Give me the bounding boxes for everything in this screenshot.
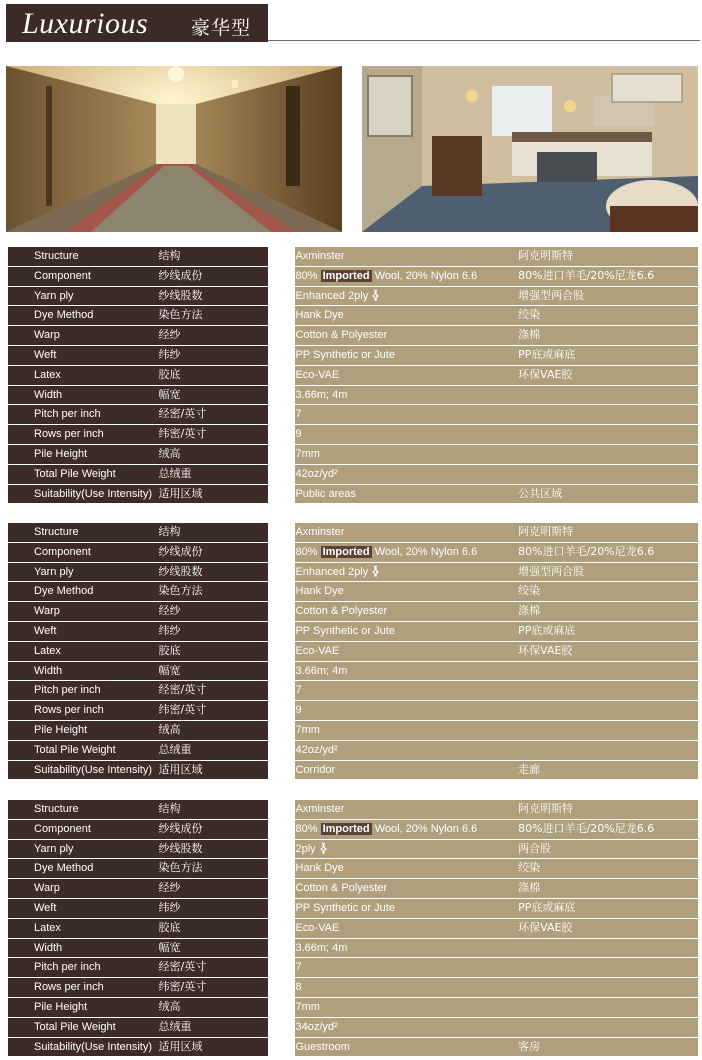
spec-value <box>295 523 518 542</box>
spec-value-chinese <box>518 1017 698 1037</box>
spec-value-chinese: 环保VAE胶 <box>518 918 698 938</box>
spec-value-text: 42oz/yd² <box>295 467 338 480</box>
column-gap <box>268 523 295 542</box>
spec-row <box>8 641 698 661</box>
spec-label: Pitch per inch <box>8 405 159 425</box>
spec-value-chinese <box>518 997 698 1017</box>
column-gap <box>268 562 295 582</box>
column-gap <box>268 859 295 879</box>
spec-label: Rows per inch <box>8 978 159 998</box>
spec-label: Total Pile Weight <box>8 464 159 484</box>
imported-highlight: Imported <box>322 269 370 282</box>
spec-label: Total Pile Weight <box>8 740 159 760</box>
spec-value-chinese <box>518 720 698 740</box>
spec-value-chinese: PP底或麻底 <box>518 345 698 365</box>
spec-value-chinese: 客房 <box>518 1037 698 1057</box>
spec-value-text: Hank Dye <box>295 309 344 322</box>
spec-label: Weft <box>8 898 159 918</box>
spec-label-chinese: 幅宽 <box>159 385 269 405</box>
spec-row <box>8 918 698 938</box>
column-gap <box>268 266 295 286</box>
spec-value-text: Corridor <box>295 763 336 776</box>
spec-row <box>8 1017 698 1037</box>
column-gap <box>268 839 295 859</box>
spec-row <box>8 978 698 998</box>
spec-label: Structure <box>8 523 159 542</box>
column-gap <box>268 641 295 661</box>
spec-label-chinese: 经纱 <box>159 602 269 622</box>
column-gap <box>268 345 295 365</box>
spec-row <box>8 247 698 266</box>
spec-label-chinese: 纬纱 <box>159 898 269 918</box>
spec-value-text: PP Synthetic or Jute <box>295 624 395 637</box>
spec-value <box>295 405 518 425</box>
spec-label: Dye Method <box>8 582 159 602</box>
spec-label-chinese: 纬密/英寸 <box>159 701 269 721</box>
spec-value-suffix: Wool, 20% Nylon 6.6 <box>374 545 478 558</box>
spec-label-chinese: 总绒重 <box>159 740 269 760</box>
spec-value-text: 9 <box>295 428 302 441</box>
spec-value-chinese <box>518 661 698 681</box>
column-gap <box>268 997 295 1017</box>
spec-row <box>8 958 698 978</box>
spec-row <box>8 405 698 425</box>
column-gap <box>268 918 295 938</box>
spec-value-chinese <box>518 740 698 760</box>
spec-value-text: Hank Dye <box>295 585 344 598</box>
spec-row <box>8 326 698 346</box>
spec-value <box>295 740 518 760</box>
spec-row <box>8 542 698 562</box>
spec-value-suffix: Wool, 20% Nylon 6.6 <box>374 822 478 835</box>
spec-value-text: Cotton & Polyester <box>295 605 388 618</box>
column-gap <box>268 661 295 681</box>
spec-value <box>295 621 518 641</box>
spec-value-text: Axminster <box>295 526 345 538</box>
spec-row <box>8 681 698 701</box>
spec-value <box>295 247 518 266</box>
spec-label: Yarn ply <box>8 286 159 306</box>
spec-label: Suitability(Use Intensity) <box>8 1037 159 1057</box>
spec-row <box>8 444 698 464</box>
spec-value <box>295 326 518 346</box>
spec-value-chinese: 涤棉 <box>518 879 698 899</box>
spec-label-chinese: 经密/英寸 <box>159 405 269 425</box>
spec-label: Pitch per inch <box>8 958 159 978</box>
spec-value <box>295 661 518 681</box>
spec-row <box>8 1037 698 1057</box>
spec-value <box>295 1037 518 1057</box>
column-gap <box>268 542 295 562</box>
spec-row <box>8 740 698 760</box>
spec-value-text: 3.66m; 4m <box>295 941 348 954</box>
column-gap <box>268 385 295 405</box>
spec-value-chinese <box>518 405 698 425</box>
spec-value-text: Public areas <box>295 487 357 500</box>
spec-value <box>295 425 518 445</box>
column-gap <box>268 306 295 326</box>
spec-value <box>295 365 518 385</box>
spec-value <box>295 701 518 721</box>
spec-label-chinese: 染色方法 <box>159 859 269 879</box>
spec-value-chinese <box>518 978 698 998</box>
spec-label-chinese: 经纱 <box>159 326 269 346</box>
column-gap <box>268 425 295 445</box>
spec-value <box>295 839 518 859</box>
spec-value-text: 7 <box>295 961 302 974</box>
column-gap <box>268 898 295 918</box>
spec-value <box>295 464 518 484</box>
spec-label-chinese: 纱线股数 <box>159 562 269 582</box>
column-gap <box>268 701 295 721</box>
spec-value-prefix: 80% <box>295 545 318 558</box>
spec-label-chinese: 纬密/英寸 <box>159 425 269 445</box>
spec-value-prefix: 80% <box>295 269 318 282</box>
spec-value <box>295 898 518 918</box>
spec-value-chinese: 80%进口羊毛/20%尼龙6.6 <box>518 542 698 562</box>
spec-value <box>295 800 518 819</box>
spec-value-text: 7 <box>295 684 302 697</box>
spec-value-chinese: 阿克明斯特 <box>518 800 698 819</box>
spec-label: Suitability(Use Intensity) <box>8 484 159 504</box>
column-gap <box>268 286 295 306</box>
spec-value-chinese <box>518 958 698 978</box>
spec-value-chinese: 走廊 <box>518 760 698 780</box>
yarn-ply-icon <box>372 565 380 577</box>
spec-value-text: Hank Dye <box>295 862 344 875</box>
spec-value <box>295 720 518 740</box>
spec-label-chinese: 适用区域 <box>159 484 269 504</box>
spec-label: Dye Method <box>8 306 159 326</box>
spec-value <box>295 385 518 405</box>
spec-label: Structure <box>8 800 159 819</box>
spec-value-chinese: PP底或麻底 <box>518 898 698 918</box>
spec-value-chinese <box>518 385 698 405</box>
column-gap <box>268 444 295 464</box>
column-gap <box>268 1037 295 1057</box>
spec-label: Dye Method <box>8 859 159 879</box>
spec-value-chinese: 绞染 <box>518 582 698 602</box>
spec-row <box>8 425 698 445</box>
spec-row <box>8 562 698 582</box>
spec-value-chinese <box>518 425 698 445</box>
imported-highlight: Imported <box>322 545 370 558</box>
spec-label-chinese: 绒高 <box>159 720 269 740</box>
spec-value-chinese: PP底或麻底 <box>518 621 698 641</box>
header-divider <box>268 40 700 41</box>
spec-value-text: Eco-VAE <box>295 921 340 934</box>
column-gap <box>268 582 295 602</box>
spec-value <box>295 681 518 701</box>
spec-value <box>295 641 518 661</box>
spec-label-chinese: 纱线股数 <box>159 286 269 306</box>
spec-label-chinese: 经密/英寸 <box>159 681 269 701</box>
spec-label-chinese: 纱线成份 <box>159 266 269 286</box>
spec-value-text: 7mm <box>295 1000 320 1013</box>
column-gap <box>268 602 295 622</box>
spec-row <box>8 819 698 839</box>
spec-value-chinese: 绞染 <box>518 859 698 879</box>
spec-row <box>8 800 698 819</box>
spec-value-text: Enhanced 2ply <box>295 565 369 578</box>
spec-label: Yarn ply <box>8 562 159 582</box>
yarn-ply-icon <box>320 842 328 854</box>
spec-value-text: 2ply <box>295 842 316 855</box>
spec-label: Pitch per inch <box>8 681 159 701</box>
spec-label: Latex <box>8 641 159 661</box>
spec-value <box>295 958 518 978</box>
spec-label: Total Pile Weight <box>8 1017 159 1037</box>
spec-row <box>8 286 698 306</box>
spec-value-text: PP Synthetic or Jute <box>295 901 395 914</box>
column-gap <box>268 800 295 819</box>
spec-label-chinese: 绒高 <box>159 997 269 1017</box>
column-gap <box>268 978 295 998</box>
yarn-ply-icon <box>372 289 380 301</box>
spec-value-text: 3.66m; 4m <box>295 388 348 401</box>
spec-row <box>8 523 698 542</box>
column-gap <box>268 740 295 760</box>
spec-label-chinese: 胶底 <box>159 641 269 661</box>
spec-row <box>8 365 698 385</box>
imported-highlight: Imported <box>322 822 370 835</box>
spec-value <box>295 582 518 602</box>
spec-label: Weft <box>8 345 159 365</box>
spec-value-chinese <box>518 444 698 464</box>
spec-value-chinese: 公共区域 <box>518 484 698 504</box>
spec-label: Component <box>8 819 159 839</box>
spec-label: Weft <box>8 621 159 641</box>
spec-label-chinese: 纱线成份 <box>159 542 269 562</box>
spec-label: Pile Height <box>8 444 159 464</box>
spec-label-chinese: 纬纱 <box>159 621 269 641</box>
spec-row <box>8 385 698 405</box>
spec-value-text: Axminster <box>295 250 345 262</box>
spec-value-text: Eco-VAE <box>295 368 340 381</box>
spec-value-text: 42oz/yd² <box>295 743 338 756</box>
spec-value-text: 34oz/yd² <box>295 1020 338 1033</box>
spec-value-text: 7mm <box>295 723 320 736</box>
spec-value-chinese: 两合股 <box>518 839 698 859</box>
spec-value-text: Cotton & Polyester <box>295 329 388 342</box>
spec-row <box>8 484 698 504</box>
spec-value <box>295 542 518 562</box>
spec-value-text: Guestroom <box>295 1040 350 1053</box>
spec-value <box>295 1017 518 1037</box>
spec-value <box>295 918 518 938</box>
spec-label-chinese: 适用区域 <box>159 760 269 780</box>
column-gap <box>268 958 295 978</box>
spec-label: Component <box>8 542 159 562</box>
spec-value <box>295 562 518 582</box>
spec-value-chinese: 增强型两合股 <box>518 286 698 306</box>
spec-value <box>295 602 518 622</box>
column-gap <box>268 484 295 504</box>
spec-label: Pile Height <box>8 997 159 1017</box>
logo-chinese-text: 豪华型 <box>191 17 252 39</box>
spec-value-text: Cotton & Polyester <box>295 882 388 895</box>
spec-row <box>8 701 698 721</box>
spec-label: Width <box>8 661 159 681</box>
spec-label: Yarn ply <box>8 839 159 859</box>
spec-label-chinese: 适用区域 <box>159 1037 269 1057</box>
spec-row <box>8 661 698 681</box>
spec-value-text: 8 <box>295 981 302 994</box>
column-gap <box>268 326 295 346</box>
spec-label-chinese: 染色方法 <box>159 306 269 326</box>
spec-value <box>295 997 518 1017</box>
spec-value-prefix: 80% <box>295 822 318 835</box>
spec-value-chinese: 阿克明斯特 <box>518 523 698 542</box>
spec-value-text: 7 <box>295 408 302 421</box>
spec-label: Latex <box>8 365 159 385</box>
spec-value-chinese: 绞染 <box>518 306 698 326</box>
spec-value <box>295 879 518 899</box>
spec-label-chinese: 纱线股数 <box>159 839 269 859</box>
spec-value-chinese: 增强型两合股 <box>518 562 698 582</box>
column-gap <box>268 819 295 839</box>
spec-value <box>295 819 518 839</box>
spec-value-chinese: 阿克明斯特 <box>518 247 698 266</box>
spec-value-text: Axminster <box>295 803 345 815</box>
spec-label: Component <box>8 266 159 286</box>
spec-value <box>295 345 518 365</box>
spec-label-chinese: 幅宽 <box>159 938 269 958</box>
spec-value-chinese <box>518 681 698 701</box>
spec-label: Warp <box>8 602 159 622</box>
column-gap <box>268 365 295 385</box>
spec-label-chinese: 经密/英寸 <box>159 958 269 978</box>
spec-row <box>8 266 698 286</box>
spec-value <box>295 978 518 998</box>
spec-value-text: 3.66m; 4m <box>295 664 348 677</box>
spec-row <box>8 720 698 740</box>
spec-table-public-areas <box>8 247 698 504</box>
spec-label-chinese: 纬密/英寸 <box>159 978 269 998</box>
spec-row <box>8 345 698 365</box>
column-gap <box>268 720 295 740</box>
spec-value-text: Enhanced 2ply <box>295 289 369 302</box>
spec-label: Warp <box>8 879 159 899</box>
spec-value-chinese: 涤棉 <box>518 602 698 622</box>
spec-label-chinese: 幅宽 <box>159 661 269 681</box>
spec-label-chinese: 总绒重 <box>159 464 269 484</box>
spec-row <box>8 898 698 918</box>
spec-label: Width <box>8 938 159 958</box>
spec-value-chinese <box>518 938 698 958</box>
spec-value-text: 7mm <box>295 447 320 460</box>
spec-row <box>8 621 698 641</box>
logo-text: Luxurious <box>22 7 149 40</box>
spec-row <box>8 464 698 484</box>
column-gap <box>268 621 295 641</box>
spec-value <box>295 859 518 879</box>
spec-label: Rows per inch <box>8 701 159 721</box>
column-gap <box>268 938 295 958</box>
spec-label-chinese: 纱线成份 <box>159 819 269 839</box>
spec-row <box>8 859 698 879</box>
spec-table-guestroom <box>8 800 698 1057</box>
spec-row <box>8 760 698 780</box>
spec-value-text: Eco-VAE <box>295 644 340 657</box>
spec-value <box>295 286 518 306</box>
column-gap <box>268 879 295 899</box>
spec-label-chinese: 结构 <box>159 523 269 542</box>
hotel-corridor-photo <box>6 66 342 232</box>
spec-value-chinese: 涤棉 <box>518 326 698 346</box>
spec-value-text: PP Synthetic or Jute <box>295 348 395 361</box>
spec-value <box>295 484 518 504</box>
column-gap <box>268 681 295 701</box>
column-gap <box>268 247 295 266</box>
spec-value-chinese: 环保VAE胶 <box>518 641 698 661</box>
spec-table-corridor <box>8 523 698 780</box>
spec-label: Latex <box>8 918 159 938</box>
hotel-guestroom-photo <box>362 66 698 232</box>
spec-row <box>8 997 698 1017</box>
spec-label: Warp <box>8 326 159 346</box>
spec-value <box>295 444 518 464</box>
spec-label: Pile Height <box>8 720 159 740</box>
spec-value <box>295 266 518 286</box>
spec-label-chinese: 结构 <box>159 800 269 819</box>
spec-label: Width <box>8 385 159 405</box>
spec-row <box>8 602 698 622</box>
spec-value <box>295 760 518 780</box>
spec-row <box>8 938 698 958</box>
spec-label-chinese: 总绒重 <box>159 1017 269 1037</box>
spec-label-chinese: 结构 <box>159 247 269 266</box>
spec-label-chinese: 胶底 <box>159 365 269 385</box>
spec-label-chinese: 纬纱 <box>159 345 269 365</box>
spec-label-chinese: 经纱 <box>159 879 269 899</box>
spec-row <box>8 879 698 899</box>
column-gap <box>268 464 295 484</box>
spec-label: Suitability(Use Intensity) <box>8 760 159 780</box>
spec-value-chinese: 环保VAE胶 <box>518 365 698 385</box>
spec-value-text: 9 <box>295 704 302 717</box>
spec-value-suffix: Wool, 20% Nylon 6.6 <box>374 269 478 282</box>
spec-value-chinese: 80%进口羊毛/20%尼龙6.6 <box>518 266 698 286</box>
column-gap <box>268 1017 295 1037</box>
spec-label-chinese: 染色方法 <box>159 582 269 602</box>
spec-label: Rows per inch <box>8 425 159 445</box>
spec-label: Structure <box>8 247 159 266</box>
spec-value <box>295 938 518 958</box>
spec-value-chinese <box>518 701 698 721</box>
brand-header <box>6 4 268 42</box>
spec-row <box>8 582 698 602</box>
spec-value <box>295 306 518 326</box>
spec-row <box>8 839 698 859</box>
column-gap <box>268 405 295 425</box>
spec-value-chinese <box>518 464 698 484</box>
spec-label-chinese: 绒高 <box>159 444 269 464</box>
spec-value-chinese: 80%进口羊毛/20%尼龙6.6 <box>518 819 698 839</box>
spec-row <box>8 306 698 326</box>
column-gap <box>268 760 295 780</box>
spec-label-chinese: 胶底 <box>159 918 269 938</box>
